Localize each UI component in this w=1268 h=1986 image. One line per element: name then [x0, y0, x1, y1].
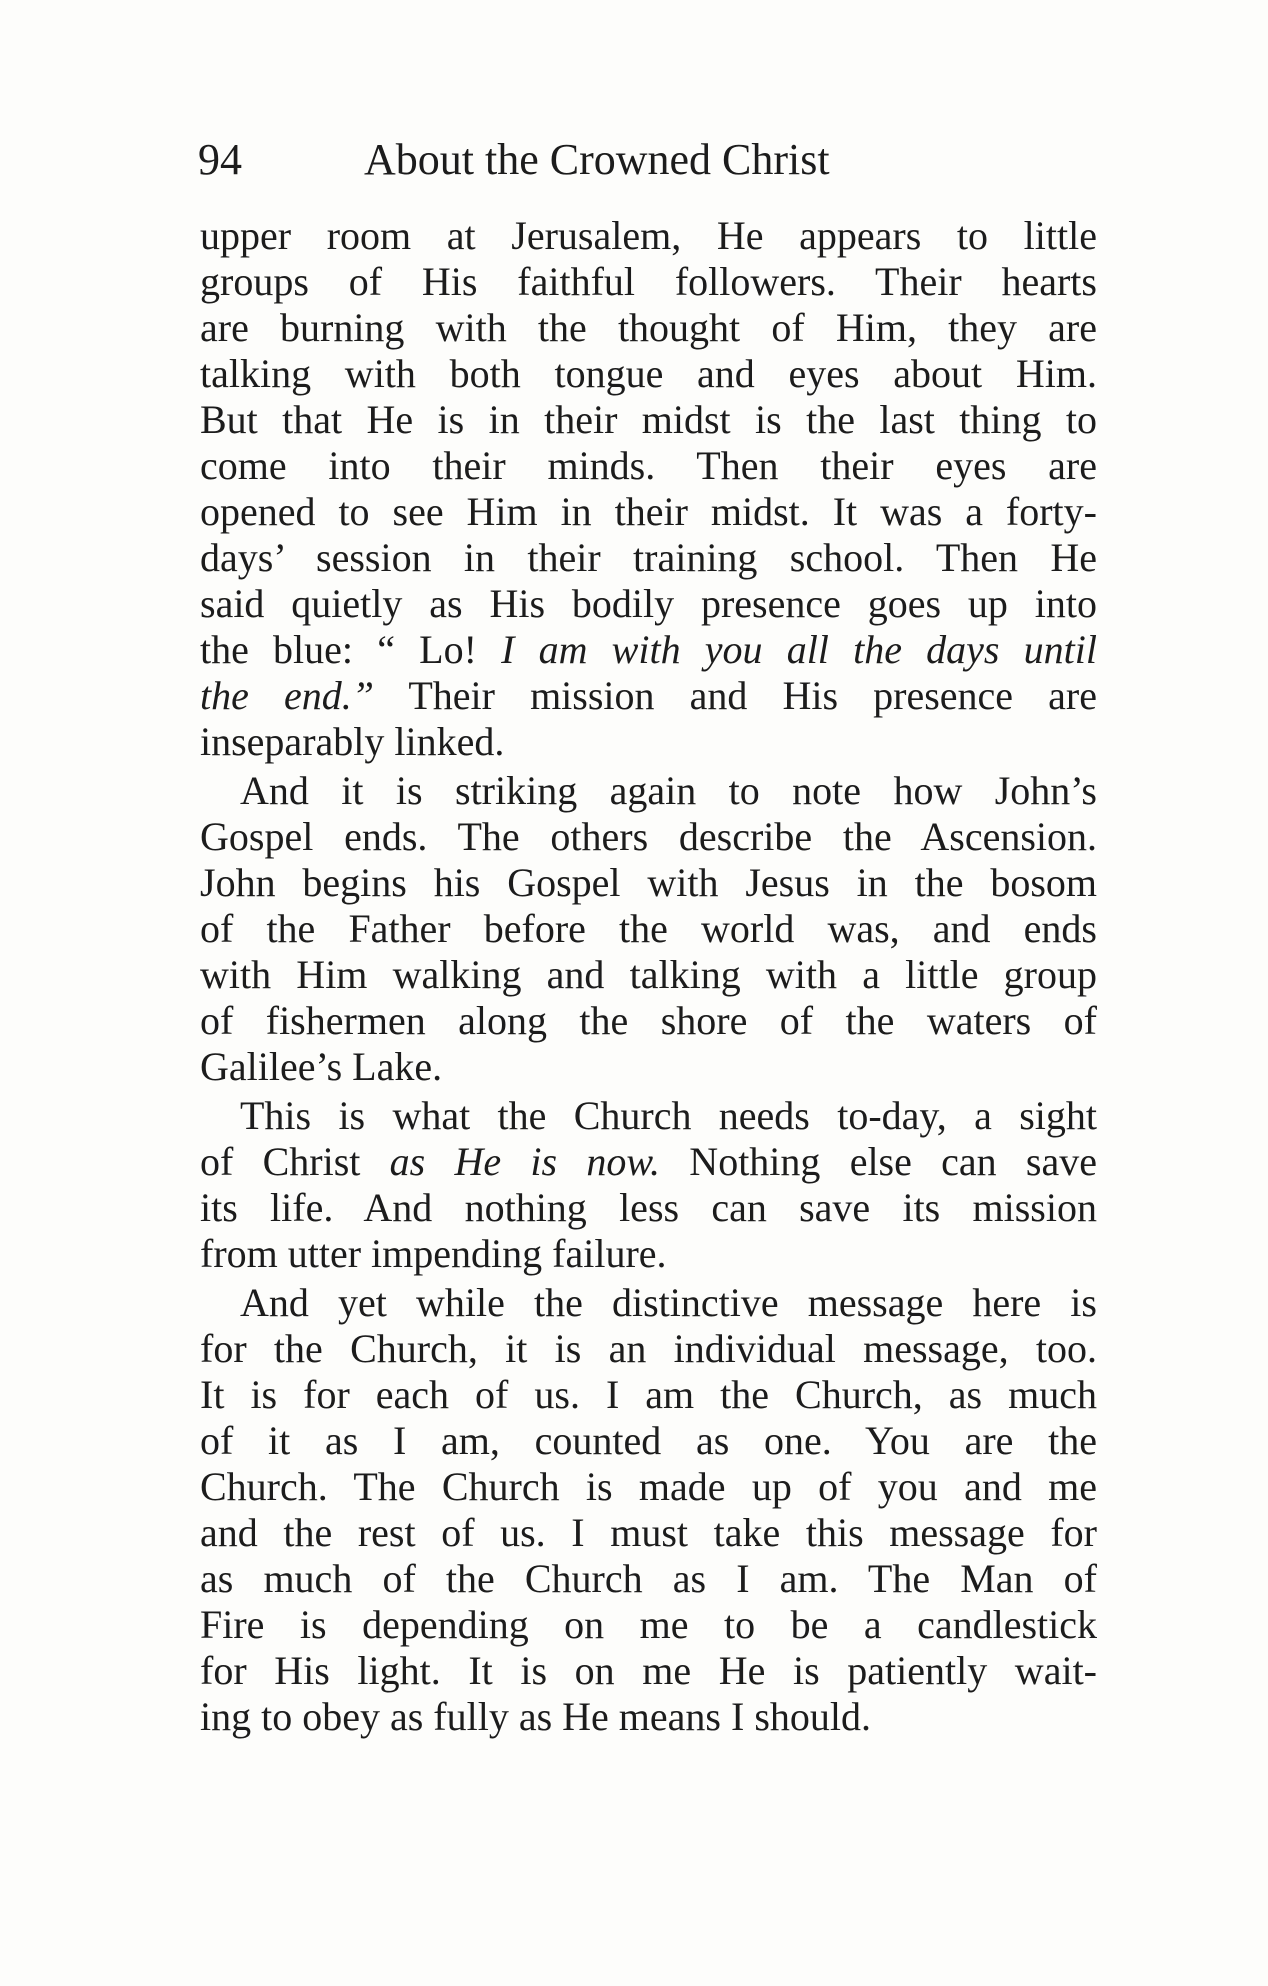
text-line: said quietly as His bodily presence goes up into — [200, 581, 1097, 626]
text-line: And it is striking again to note how John’s — [240, 768, 1097, 813]
text-line: of fishermen along the shore of the waters of — [200, 998, 1097, 1043]
text-line — [200, 673, 1097, 719]
text-line: And yet while the distinctive message here is — [240, 1280, 1097, 1325]
text-line: days’ session in their training school. Then He — [200, 535, 1097, 580]
running-head — [198, 130, 1098, 190]
text-line: of the Father before the world was, and ends — [200, 906, 1097, 951]
text-line: Church. The Church is made up of you and me — [200, 1464, 1097, 1509]
paragraph-2 — [200, 768, 1097, 1090]
text-line: But that He is in their midst is the last thing to — [200, 397, 1097, 442]
text-line: are burning with the thought of Him, they are — [200, 305, 1097, 350]
paragraph-3 — [200, 1093, 1097, 1277]
text-line: This is what the Church needs to-day, a sight — [240, 1093, 1097, 1138]
text-line: John begins his Gospel with Jesus in the bosom — [200, 860, 1097, 905]
text-line: opened to see Him in their midst. It was a forty- — [200, 489, 1097, 534]
running-title: About the Crowned Christ — [364, 135, 830, 184]
text-line: ing to obey as fully as He means I should. — [200, 1694, 871, 1739]
text-line: groups of His faithful followers. Their hearts — [200, 259, 1097, 304]
text-line: for the Church, it is an individual message, too. — [200, 1326, 1097, 1371]
italic-phrase: as He is now. — [389, 1139, 661, 1184]
text-line: upper room at Jerusalem, He appears to little — [200, 213, 1097, 258]
text-run: Nothing else can save — [660, 1139, 1097, 1184]
text-line: come into their minds. Then their eyes are — [200, 443, 1097, 488]
text-line: with Him walking and talking with a little group — [200, 952, 1097, 997]
text-line — [200, 1139, 1097, 1185]
paragraph-4 — [200, 1280, 1097, 1740]
text-line: It is for each of us. I am the Church, as much — [200, 1372, 1097, 1417]
text-line: Gospel ends. The others describe the Ascension. — [200, 814, 1097, 859]
italic-quote: I am with you all the days until — [501, 627, 1097, 672]
paragraph-1 — [200, 213, 1097, 765]
italic-quote: the end.” — [200, 673, 374, 718]
text-line: Galilee’s Lake. — [200, 1044, 443, 1089]
text-line: Fire is depending on me to be a candlestick — [200, 1602, 1097, 1647]
text-line: for His light. It is on me He is patiently wait- — [200, 1648, 1097, 1693]
text-run: Their mission and His presence are — [373, 673, 1097, 718]
text-line: as much of the Church as I am. The Man of — [200, 1556, 1097, 1601]
text-line: from utter impending failure. — [200, 1231, 667, 1276]
body-text — [200, 213, 1097, 1740]
text-line: talking with both tongue and eyes about Him. — [200, 351, 1097, 396]
page-number: 94 — [198, 135, 242, 184]
text-line: its life. And nothing less can save its mission — [200, 1185, 1097, 1230]
text-run: of Christ — [200, 1139, 390, 1184]
text-run: the blue: “ Lo! — [200, 627, 502, 672]
text-line: of it as I am, counted as one. You are the — [200, 1418, 1097, 1463]
text-line: inseparably linked. — [200, 719, 505, 764]
text-line: and the rest of us. I must take this message for — [200, 1510, 1097, 1555]
text-line — [200, 627, 1097, 673]
